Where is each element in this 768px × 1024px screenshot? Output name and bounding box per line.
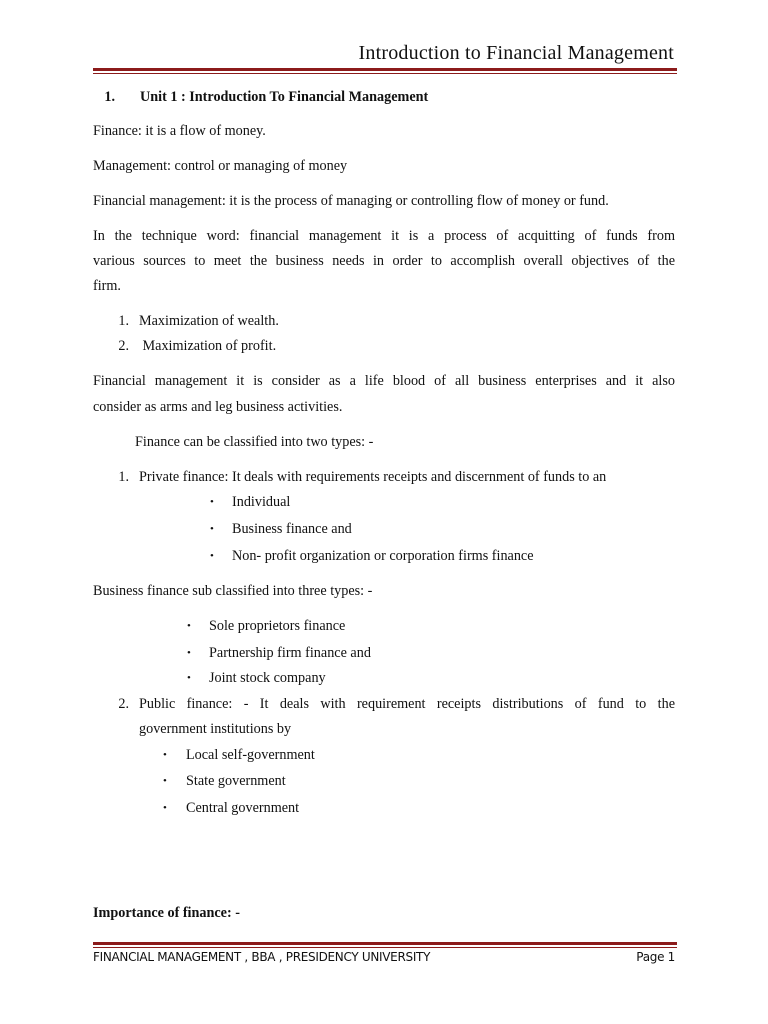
- private-item-nonprofit: Non- profit organization or corporation firms finance: [232, 548, 534, 564]
- public-finance-line-1: Public finance: - It deals with requirement receipts distributions of fund to the: [139, 696, 675, 712]
- bullet-icon: •: [163, 802, 167, 814]
- footer-page-number: Page 1: [636, 950, 675, 964]
- business-item-joint-stock: Joint stock company: [209, 670, 326, 686]
- page-header-title: Introduction to Financial Management: [358, 42, 674, 64]
- footer-course-label: FINANCIAL MANAGEMENT , BBA , PRESIDENCY UNIVERSITY: [93, 950, 431, 964]
- unit-heading-text: Unit 1 : Introduction To Financial Management: [140, 89, 429, 105]
- lifeblood-line-1: Financial management it is consider as a life blood of all business enterprises and it also: [93, 373, 675, 389]
- technique-line-1: In the technique word: financial management it is a process of acquitting of funds from: [93, 228, 675, 244]
- bullet-icon: •: [163, 749, 167, 761]
- public-item-central: Central government: [186, 800, 300, 816]
- bullet-icon: •: [210, 550, 214, 562]
- business-item-partnership: Partnership firm finance and: [209, 645, 371, 661]
- objective-2-number: 2.: [118, 338, 129, 354]
- public-finance-line-2: government institutions by: [139, 721, 292, 737]
- header-rule-thin: [93, 73, 677, 74]
- technique-line-3: firm.: [93, 278, 121, 294]
- footer-rule-thick: [93, 942, 677, 945]
- private-finance-text: Private finance: It deals with requirements receipts and discernment of funds to an: [139, 469, 607, 485]
- objective-1-number: 1.: [118, 313, 129, 329]
- definition-finance: Finance: it is a flow of money.: [93, 123, 266, 139]
- business-finance-intro: Business finance sub classified into three types: -: [93, 583, 373, 599]
- bullet-icon: •: [210, 523, 214, 535]
- public-finance-number: 2.: [118, 696, 129, 712]
- business-item-sole: Sole proprietors finance: [209, 618, 346, 634]
- bullet-icon: •: [187, 647, 191, 659]
- technique-line-2: various sources to meet the business needs in order to accomplish overall objectives of the: [93, 253, 675, 269]
- classified-intro: Finance can be classified into two types: -: [135, 434, 374, 450]
- footer-rule-thin: [93, 947, 677, 948]
- unit-heading-number: 1.: [104, 89, 115, 105]
- private-item-individual: Individual: [232, 494, 291, 510]
- private-finance-number: 1.: [118, 469, 129, 485]
- bullet-icon: •: [210, 496, 214, 508]
- bullet-icon: •: [187, 620, 191, 632]
- definition-financial-management: Financial management: it is the process of managing or controlling flow of money or fund.: [93, 193, 609, 209]
- importance-heading: Importance of finance: -: [93, 905, 240, 921]
- public-item-local: Local self-government: [186, 747, 315, 763]
- objective-2-text: Maximization of profit.: [139, 338, 277, 354]
- definition-management: Management: control or managing of money: [93, 158, 348, 174]
- objective-1-text: Maximization of wealth.: [139, 313, 279, 329]
- bullet-icon: •: [163, 775, 167, 787]
- header-rule-thick: [93, 68, 677, 71]
- private-item-business: Business finance and: [232, 521, 352, 537]
- bullet-icon: •: [187, 672, 191, 684]
- public-item-state: State government: [186, 773, 286, 789]
- lifeblood-line-2: consider as arms and leg business activities.: [93, 399, 343, 415]
